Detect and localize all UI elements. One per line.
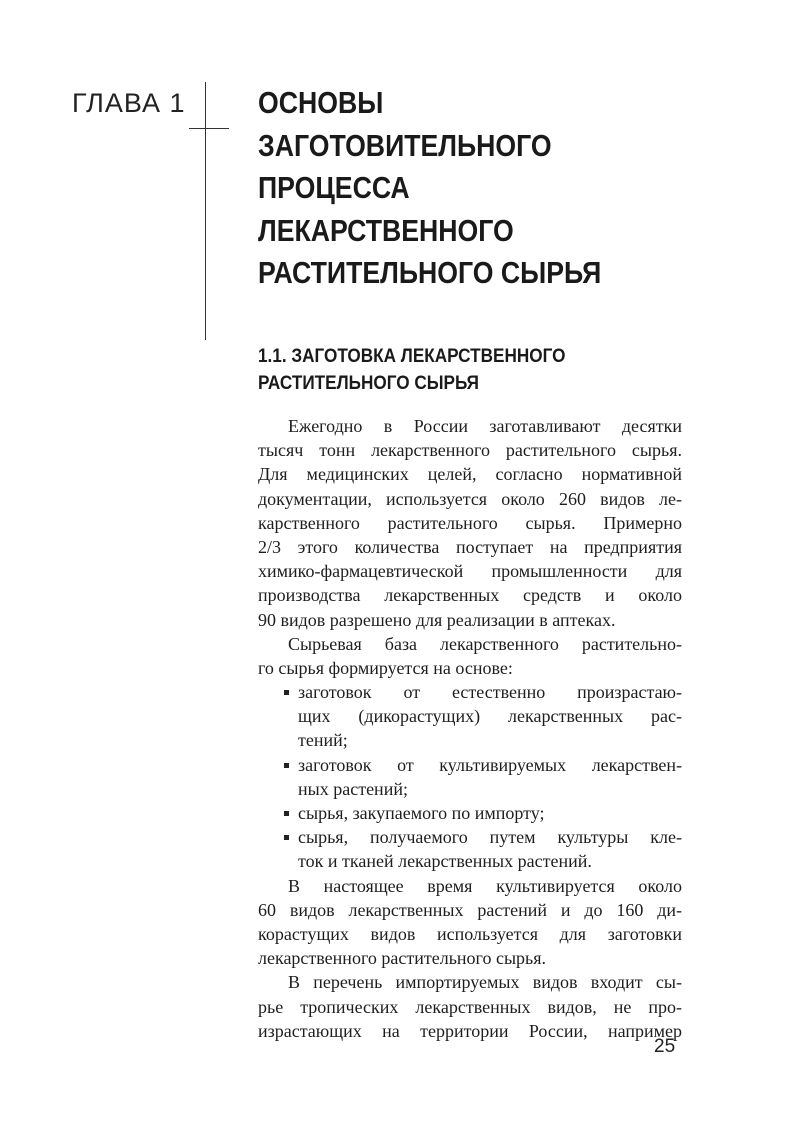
text-line: тысяч тонн лекарственного растительного сырья. xyxy=(258,440,682,461)
bullet-icon xyxy=(284,690,289,695)
text-line: лекарственного растительного сырья. xyxy=(258,948,547,969)
chapter-title-line: ЗАГОТОВИТЕЛЬНОГО xyxy=(258,127,552,163)
list-item: заготовок от естественно произрастаю- xyxy=(258,680,682,704)
text-line: карственного растительного сырья. Примерно xyxy=(258,512,682,533)
list-item: заготовок от культивируемых лекарствен- xyxy=(258,753,682,777)
chapter-label: ГЛАВА 1 xyxy=(72,88,186,118)
list-item: сырья, закупаемого по импорту; xyxy=(258,801,682,825)
text-line: Ежегодно в России заготавливают десятки xyxy=(288,416,682,436)
page-number: 25 xyxy=(654,1036,676,1057)
bullet-icon xyxy=(284,763,289,768)
text-line: химико-фармацевтической промышленности для xyxy=(258,561,682,582)
chapter-title-line: ОСНОВЫ xyxy=(258,85,384,120)
chapter-title-line: РАСТИТЕЛЬНОГО СЫРЬЯ xyxy=(258,255,602,290)
text-line: Для медицинских целей, согласно нормативной xyxy=(258,464,682,485)
text-line: В настоящее время культивируется около xyxy=(288,875,682,896)
text-line: корастущих видов используется для заготовки xyxy=(258,923,682,944)
list-item: сырья, получаемого путем культуры кле- xyxy=(258,825,682,849)
text-line: производства лекарственных средств и около xyxy=(258,585,682,606)
list-item-continuation: ток и тканей лекарственных растений. xyxy=(298,851,592,872)
text-line: израстающих на территории России, например xyxy=(258,1020,682,1041)
chapter-title-line: ЛЕКАРСТВЕННОГО xyxy=(258,212,514,248)
bullet-icon xyxy=(284,835,289,840)
bullet-icon xyxy=(284,811,289,816)
chapter-title xyxy=(258,82,601,295)
text-line: 90 видов разрешено для реализации в аптеках. xyxy=(258,609,616,630)
section-title-line: РАСТИТЕЛЬНОГО СЫРЬЯ xyxy=(258,372,480,394)
chapter-divider-horizontal xyxy=(189,128,229,129)
body-text xyxy=(258,414,682,1043)
chapter-divider-vertical xyxy=(205,82,206,340)
list-item-continuation: щих (дикорастущих) лекарственных рас- xyxy=(298,706,682,727)
text-line: документации, используется около 260 видов ле- xyxy=(258,488,682,509)
chapter-title-line: ПРОЦЕССА xyxy=(258,170,410,205)
text-line: рье тропических лекарственных видов, не про- xyxy=(258,996,682,1017)
text-line: 60 видов лекарственных растений и до 160 ди- xyxy=(258,899,682,920)
text-line: 2/3 этого количества поступает на предприятия xyxy=(258,536,682,557)
text-line: го сырья формируется на основе: xyxy=(258,657,513,678)
text-line: В перечень импортируемых видов входит сы- xyxy=(288,972,682,993)
list-item-continuation: ных растений; xyxy=(298,778,408,799)
section-title xyxy=(258,343,565,397)
text-line: Сырьевая база лекарственного растительно- xyxy=(288,633,682,654)
list-item-continuation: тений; xyxy=(298,730,348,751)
section-title-line: 1.1. ЗАГОТОВКА ЛЕКАРСТВЕННОГО xyxy=(258,345,566,367)
